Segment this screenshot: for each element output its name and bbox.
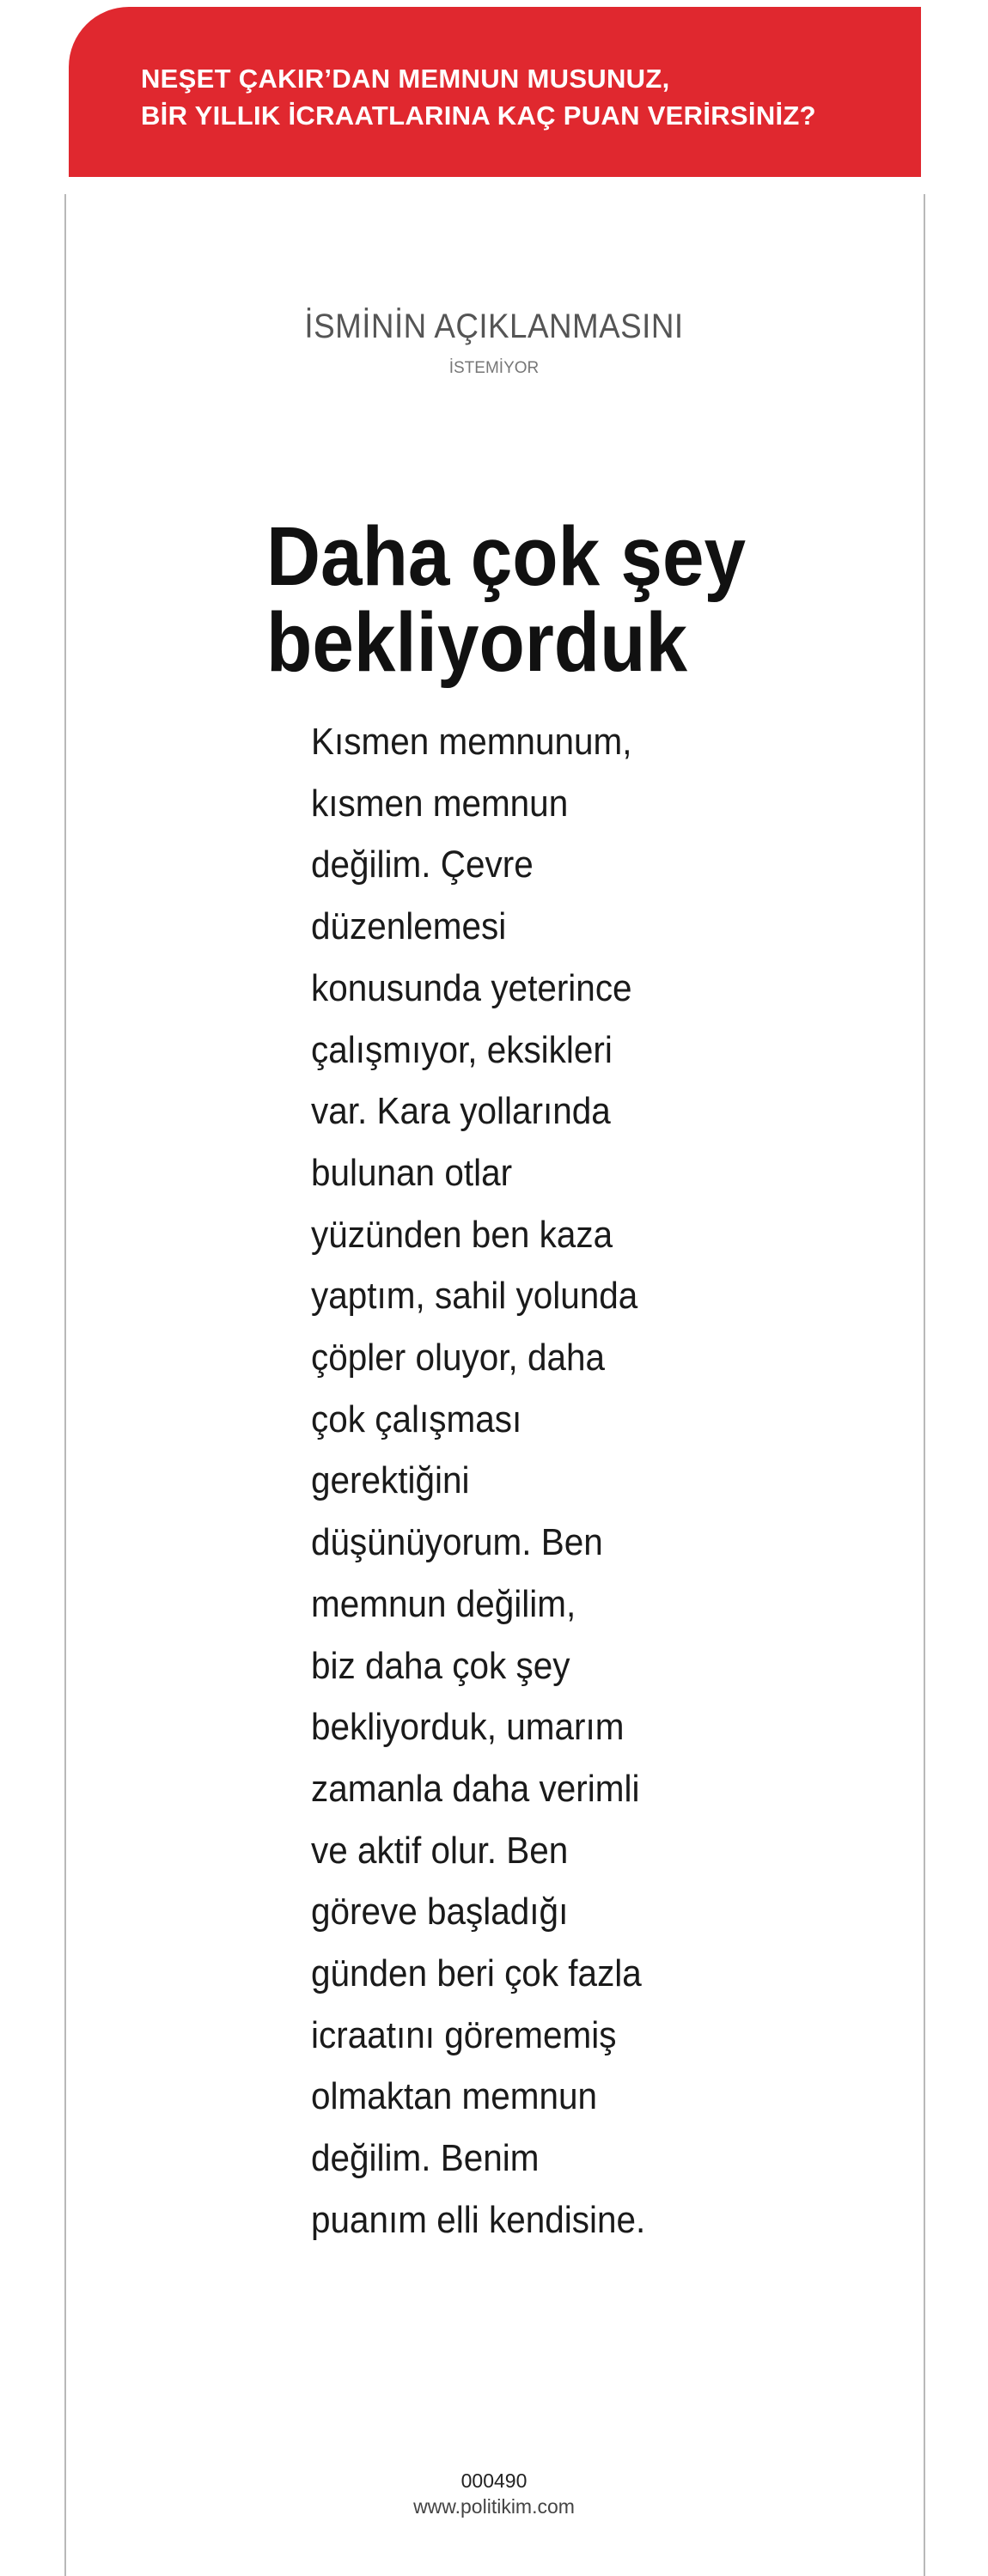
body-line: göreve başladığı	[311, 1891, 569, 1934]
headline-line-1: Daha çok şey	[266, 509, 747, 603]
body-line: değilim. Çevre	[311, 843, 534, 886]
footer-url: www.politikim.com	[413, 2495, 575, 2518]
body-line: çok çalışması	[311, 1398, 522, 1440]
body-line: ve aktif olur. Ben	[311, 1829, 569, 1872]
body-line: icraatını görememiş	[311, 2013, 617, 2056]
body-line: puanım elli kendisine.	[311, 2198, 646, 2241]
body-line: konusunda yeterince	[311, 966, 632, 1009]
body-line: günden beri çok fazla	[311, 1952, 642, 1995]
question-line-2: BİR YILLIK İCRAATLARINA KAÇ PUAN VERİRSİNİZ?	[141, 100, 816, 131]
body-line: biz daha çok şey	[311, 1644, 570, 1687]
question-line-1: NEŞET ÇAKIR’DAN MEMNUN MUSUNUZ,	[141, 64, 670, 94]
respondent-note: İSTEMİYOR	[448, 359, 540, 377]
headline	[266, 509, 854, 689]
body-line: gerektiğini	[311, 1459, 470, 1502]
body-line: Kısmen memnunum,	[311, 721, 632, 763]
body-line: olmaktan memnun	[311, 2075, 597, 2118]
body-line: değilim. Benim	[311, 2137, 540, 2180]
body-line: var. Kara yollarında	[311, 1090, 611, 1133]
headline-line-2: bekliyorduk	[266, 595, 688, 689]
question-banner	[69, 7, 921, 177]
footer-code: 000490	[460, 2469, 528, 2492]
frame-left-border	[64, 194, 66, 2576]
body-line: düzenlemesi	[311, 905, 507, 948]
quote-body	[311, 711, 753, 2251]
body-line: çöpler oluyor, daha	[311, 1337, 606, 1379]
body-line: düşünüyorum. Ben	[311, 1521, 603, 1564]
frame-right-border	[924, 194, 925, 2576]
body-line: bulunan otlar	[311, 1151, 513, 1194]
body-line: kısmen memnun	[311, 782, 569, 825]
body-line: çalışmıyor, eksikleri	[311, 1028, 613, 1071]
body-line: zamanla daha verimli	[311, 1767, 640, 1810]
body-line: yüzünden ben kaza	[311, 1213, 613, 1256]
body-line: yaptım, sahil yolunda	[311, 1275, 638, 1318]
respondent-name: İSMİNİN AÇIKLANMASINI	[304, 308, 684, 345]
body-line: bekliyorduk, umarım	[311, 1706, 625, 1749]
body-line: memnun değilim,	[311, 1582, 576, 1625]
